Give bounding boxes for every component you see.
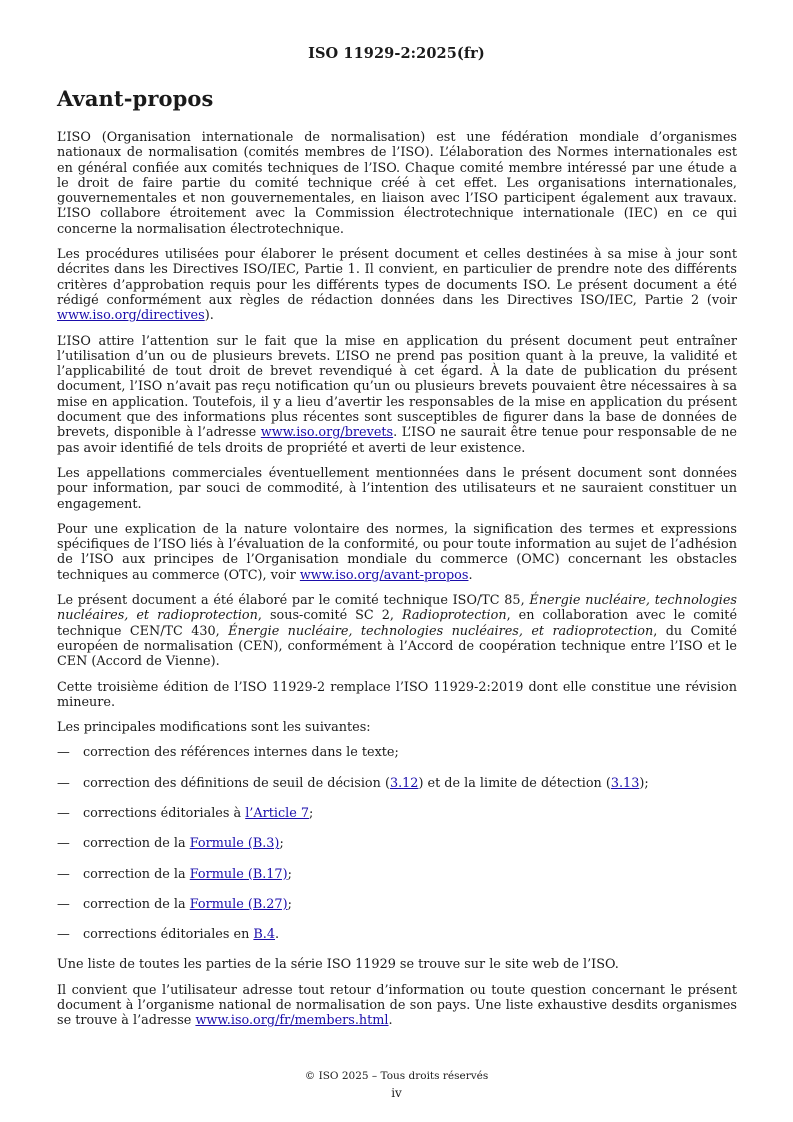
formula-b27-link[interactable]: Formule (B.27): [189, 896, 288, 912]
list-item-text: correction de la: [83, 836, 190, 852]
paragraph-series-parts: Une liste de toutes les parties de la série ISO 11929 se trouve sur le site web de l’ISO.: [57, 957, 619, 973]
page-footer: [0, 1069, 793, 1100]
paragraph-changes-intro: Les principales modifications sont les suivantes:: [57, 720, 371, 736]
list-item-text: corrections éditoriales en: [83, 927, 254, 943]
list-item: [57, 806, 737, 821]
dash-marker: —: [57, 866, 70, 882]
changes-list: [57, 745, 737, 942]
paragraph-text-end: . L’ISO ne saurait être tenue pour responsable de ne pas avoir identifié de tels droits de propriété et averti de leur existence.: [57, 425, 738, 456]
list-item-text: corrections éditoriales à: [83, 805, 246, 821]
paragraph-patents: [57, 334, 737, 456]
list-item-text: ;: [287, 866, 292, 882]
term-3-13-link[interactable]: 3.13: [610, 775, 640, 791]
list-item: [57, 927, 737, 942]
list-item: [57, 897, 737, 912]
list-item-text: ;: [309, 805, 314, 821]
paragraph-committee: [57, 593, 737, 669]
list-item-text: correction des définitions de seuil de décision (: [83, 775, 390, 791]
list-item: [57, 745, 737, 760]
paragraph-iso-intro: L’ISO (Organisation internationale de normalisation) est une fédération mondiale d’organismes nationaux de normalisation (comités membres de l’ISO). L’élaboration des Normes internationales est en général confiée aux comités techniques de l’ISO. Chaque comité membre intéressé par une étude a le droit de faire partie du comité technique créé à cet effet. Les organisations internationales, gouvernementales et non gouvernementales, en liaison avec l’ISO participent également aux travaux. L’ISO collabore étroitement avec la Commission électrotechnique internationale (IEC) en ce qui concerne la normalisation électrotechnique.: [57, 130, 737, 237]
paragraph-text: , du Comité européen de normalisation (CEN), conformément à l’Accord de coopération technique entre l’ISO et le CEN (Accord de Vienne).: [57, 623, 738, 670]
document-id-header: ISO 11929-2:2025(fr): [308, 45, 485, 62]
foreword-info-link[interactable]: www.iso.org/avant-propos: [299, 567, 469, 583]
list-item-text: );: [639, 775, 649, 791]
paragraph-text: Le présent document a été élaboré par le comité technique ISO/TC 85,: [57, 593, 530, 609]
paragraph-text-end: .: [388, 1013, 393, 1029]
paragraph-trade-names: Les appellations commerciales éventuellement mentionnées dans le présent document sont données pour information, par souci de commodité, à l’intention des utilisateurs et ne sauraient constituer un engagement.: [57, 465, 737, 512]
copyright-notice: © ISO 2025 – Tous droits réservés: [304, 1070, 489, 1082]
list-item-text: ;: [287, 896, 292, 912]
members-link[interactable]: www.iso.org/fr/members.html: [195, 1013, 389, 1029]
paragraph-text: Il convient que l’utilisateur adresse tout retour d’information ou toute question concernant le présent document à l’organisme national de normalisation de son pays. Une liste exhaustive desdits organismes se trouve à l’adresse: [57, 982, 737, 1029]
dash-marker: —: [57, 745, 70, 761]
list-item-text: correction des références internes dans le texte;: [83, 745, 399, 761]
dash-marker: —: [57, 775, 70, 791]
paragraph-text: Pour une explication de la nature volontaire des normes, la signification des termes et expressions spécifiques de l’ISO liés à l’évaluation de la conformité, ou pour toute information au sujet de l’adhésion de l’ISO aux principes de l’Organisation mondiale du commerce (OMC) concernant les obstacles techniques au commerce (OTC), voir: [57, 521, 737, 583]
dash-marker: —: [57, 896, 70, 912]
committee-title: Énergie nucléaire, technologies nucléaires, et radioprotection: [57, 593, 737, 624]
formula-b3-link[interactable]: Formule (B.3): [189, 836, 280, 852]
directives-link[interactable]: www.iso.org/directives: [57, 308, 205, 324]
list-item: [57, 776, 737, 791]
article-7-link[interactable]: l’Article 7: [245, 805, 310, 821]
foreword-body: [57, 130, 737, 1039]
subcommittee-title: Radioprotection: [401, 608, 507, 624]
dash-marker: —: [57, 805, 70, 821]
annex-b4-link[interactable]: B.4: [253, 927, 276, 943]
paragraph-feedback: [57, 983, 737, 1029]
list-item-text: .: [275, 927, 280, 943]
paragraph-edition: Cette troisième édition de l’ISO 11929-2 remplace l’ISO 11929-2:2019 dont elle constitue une révision mineure.: [57, 679, 737, 710]
list-item-text: ;: [279, 836, 284, 852]
list-item-text: correction de la: [83, 866, 190, 882]
term-3-12-link[interactable]: 3.12: [389, 775, 419, 791]
list-item: [57, 867, 737, 882]
patents-link[interactable]: www.iso.org/brevets: [260, 425, 394, 441]
list-item: [57, 836, 737, 851]
dash-marker: —: [57, 836, 70, 852]
paragraph-text: , en collaboration avec le comité technique CEN/TC 430,: [57, 608, 738, 639]
cen-committee-title: Énergie nucléaire, technologies nucléaires, et radioprotection: [228, 623, 654, 639]
list-item-text: correction de la: [83, 896, 190, 912]
formula-b17-link[interactable]: Formule (B.17): [189, 866, 288, 882]
page-title: Avant-propos: [57, 86, 214, 111]
list-item-text: ) et de la limite de détection (: [418, 775, 611, 791]
paragraph-voluntary-nature: [57, 522, 737, 583]
paragraph-text-end: .: [468, 567, 473, 583]
page-number: iv: [391, 1086, 402, 1100]
dash-marker: —: [57, 927, 70, 943]
paragraph-text-end: ).: [204, 308, 214, 324]
paragraph-text: L’ISO attire l’attention sur le fait que la mise en application du présent document peut entraîner l’utilisation d’un ou de plusieurs brevets. L’ISO ne prend pas position quant à la preuve, la validité et l’applicabilité de tout droit de brevet revendiqué à cet égard. À la date de publication du présent document, l’ISO n’avait pas reçu notification qu’un ou plusieurs brevets pouvaient être nécessaires à sa mise en application. Toutefois, il y a lieu d’avertir les responsables de la mise en application du présent document que des informations plus récentes sont susceptibles de figurer dans la base de données de brevets, disponible à l’adresse: [57, 333, 737, 441]
paragraph-text: , sous-comité SC 2,: [257, 608, 402, 624]
paragraph-text: Les procédures utilisées pour élaborer le présent document et celles destinées à sa mise à jour sont décrites dans les Directives ISO/IEC, Partie 1. Il convient, en particulier de prendre note des différents critères d’approbation requis pour les différents types de documents ISO. Le présent document a été rédigé conformément aux règles de rédaction données dans les Directives ISO/IEC, Partie 2 (voir: [57, 247, 737, 308]
paragraph-procedures: [57, 247, 737, 323]
